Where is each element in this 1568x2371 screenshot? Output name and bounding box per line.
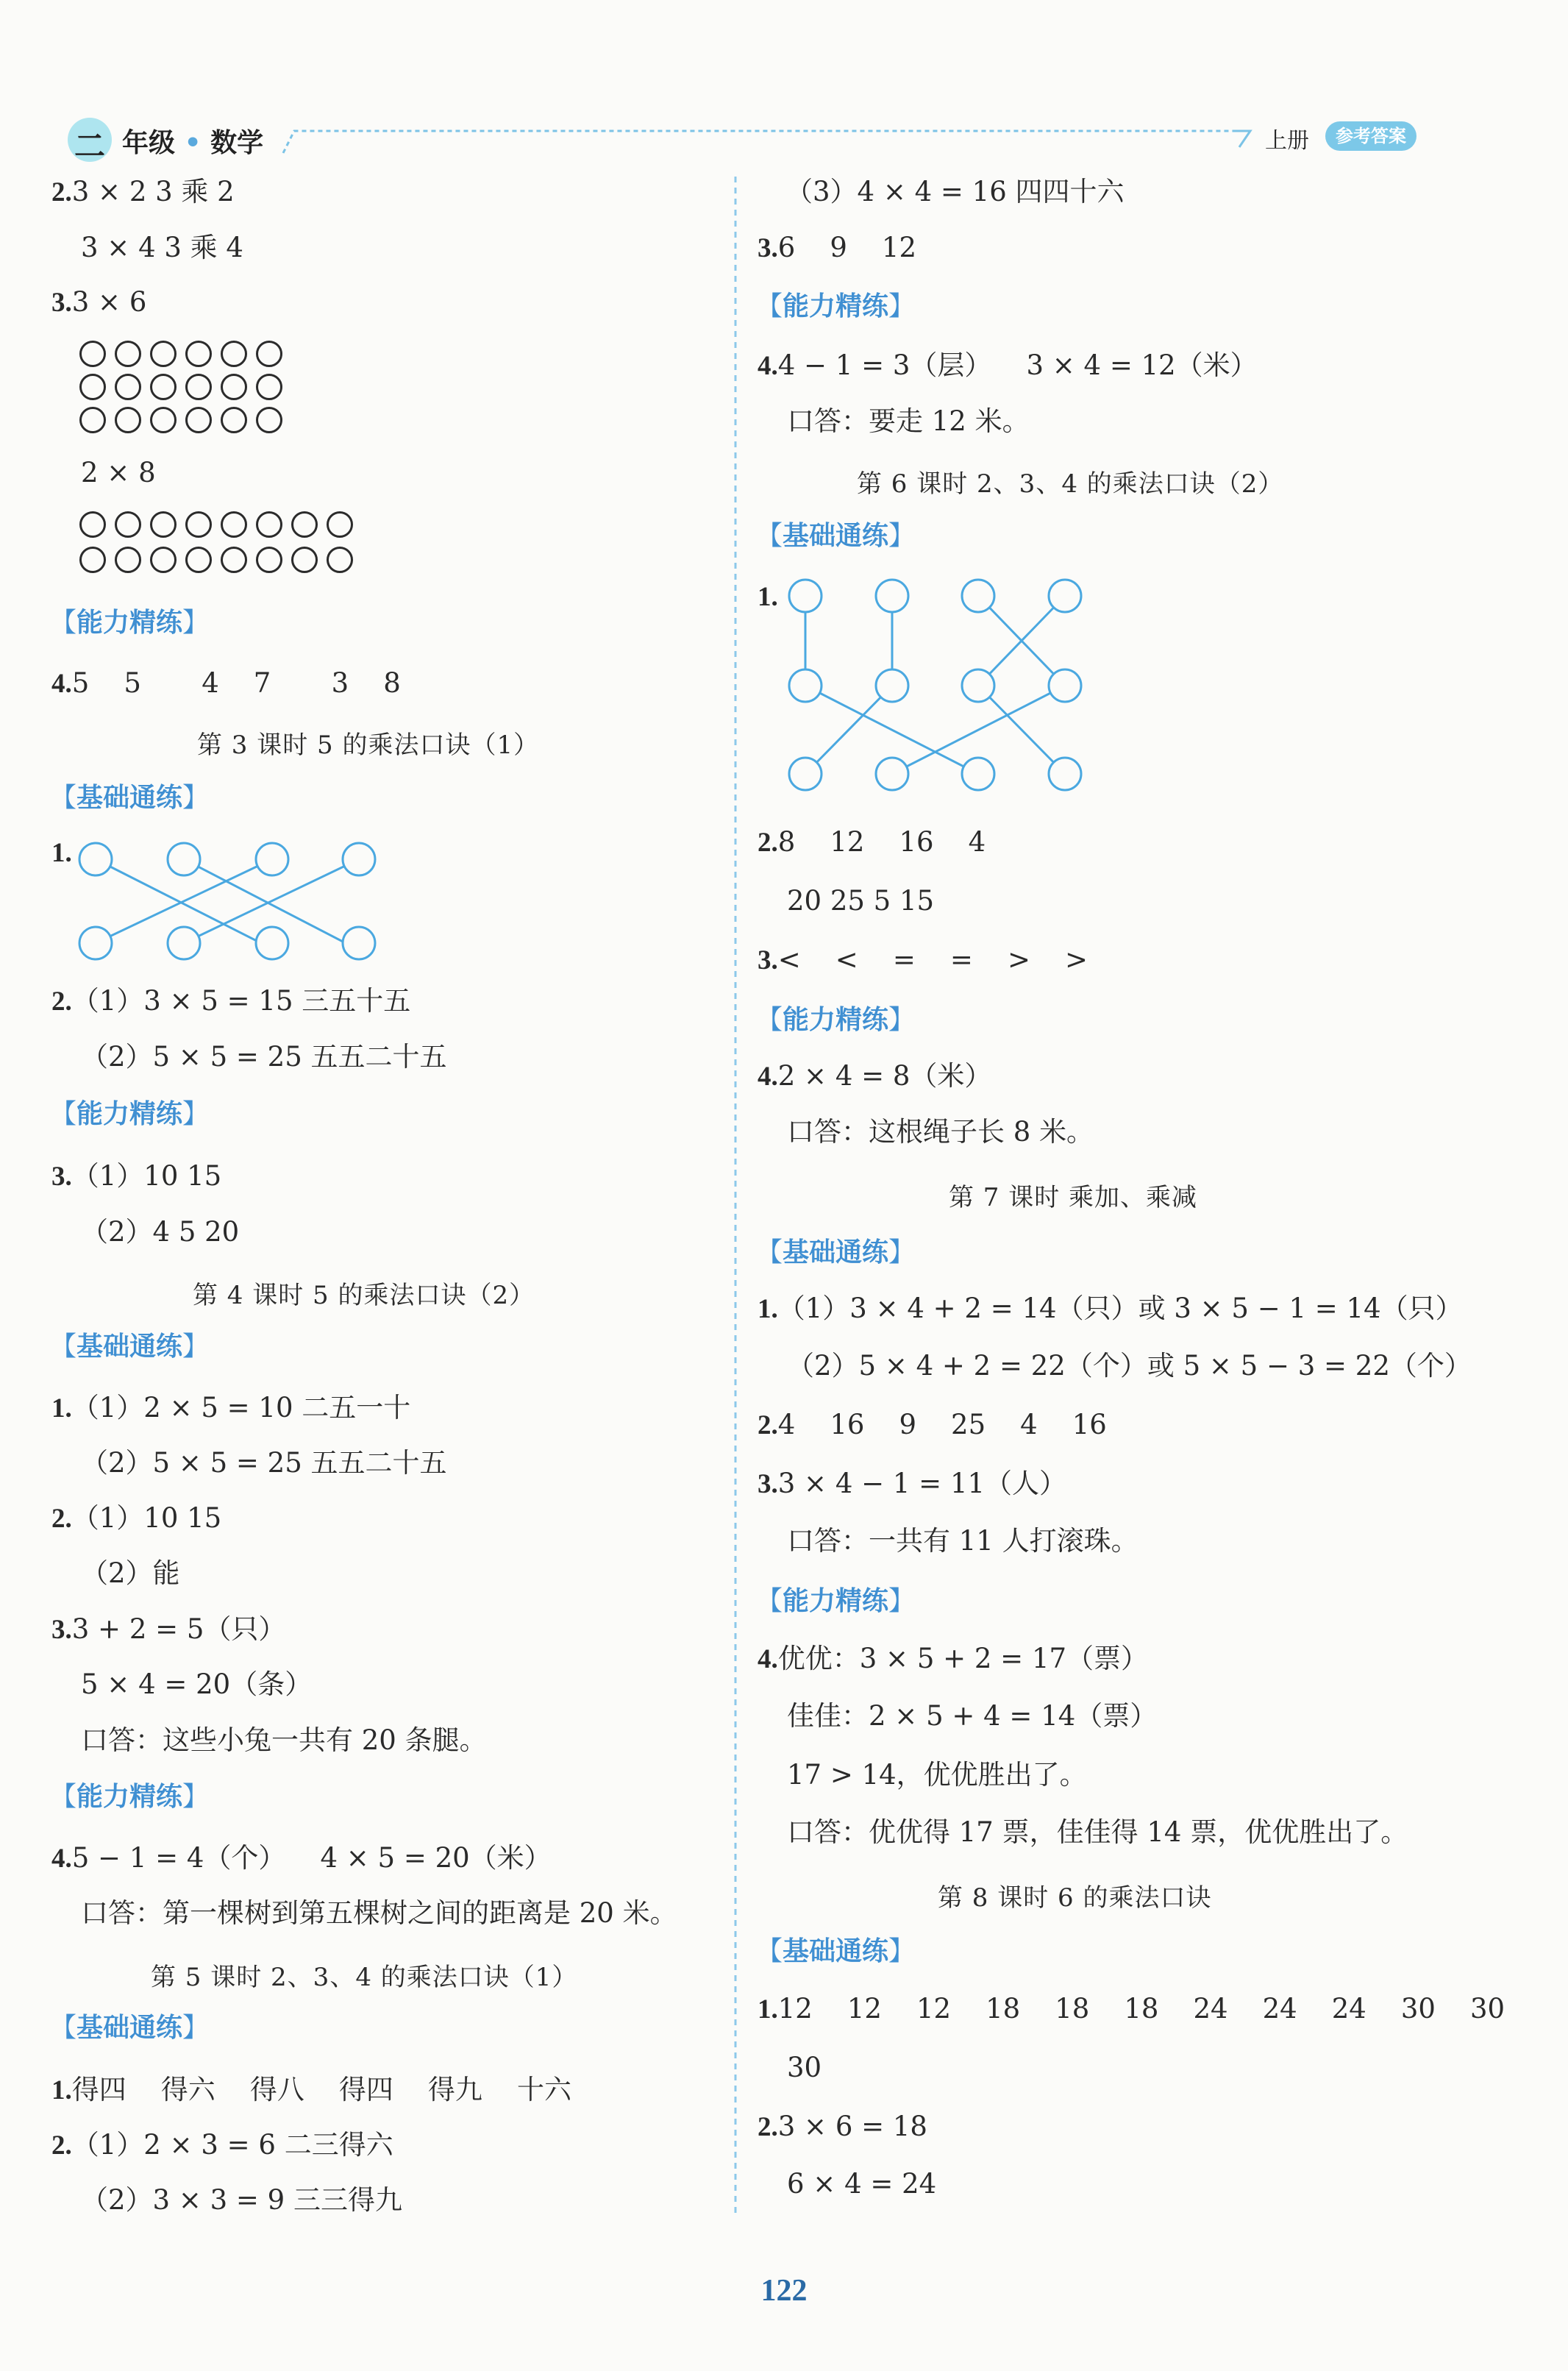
answer-line: 4.优优：3 × 5 + 2 = 17（票） [758,1643,1149,1674]
answer-line: （3）4 × 4 = 16 四四十六 [785,176,1125,207]
answer-line: （2）5 × 4 + 2 = 22（个）或 5 × 5 − 3 = 22（个） [787,1350,1472,1382]
answer-line: 3.（1）10 15 [51,1160,222,1192]
answer-line: 3.6 9 12 [758,232,917,263]
answer-badge: 参考答案 [1325,121,1416,151]
answer-line: 口答：这些小兔一共有 20 条腿。 [81,1724,487,1756]
header-subject-label: 数学 [210,128,264,158]
answer-line: 1.得四 得六 得八 得四 得九 十六 [51,2074,571,2105]
answer-line: 1.（1）3 × 4 + 2 = 14（只）或 3 × 5 − 1 = 14（只） [758,1293,1463,1324]
answer-line: 1.12 12 12 18 18 18 24 24 24 30 30 [758,1993,1505,2025]
answer-line: （2）3 × 3 = 9 三三得九 [81,2184,402,2216]
answer-line: 4.4 − 1 = 3（层） 3 × 4 = 12（米） [758,349,1258,381]
header-dot: • [184,128,202,158]
section-heading-basic: 【基础通练】 [756,521,916,551]
section-heading-basic: 【基础通练】 [50,2013,210,2043]
answer-line: 3.< < = = > > [758,944,1088,975]
lesson-title: 第 6 课时 2、3、4 的乘法口诀（2） [857,469,1284,499]
answer-line: 口答：第一棵树到第五棵树之间的距离是 20 米。 [81,1897,677,1929]
answer-line: 3.3 + 2 = 5（只） [51,1613,286,1645]
answer-line: 20 25 5 15 [787,885,935,917]
answer-line: 6 × 4 = 24 [787,2168,937,2200]
answer-line: 30 [787,2052,822,2083]
answer-line: 口答：要走 12 米。 [787,405,1030,437]
matching-diagram [74,831,397,971]
lesson-title: 第 4 课时 5 的乘法口诀（2） [193,1281,535,1310]
circle-grid-2x8 [79,511,374,577]
section-heading-ability: 【能力精练】 [756,1586,916,1616]
answer-line: 3.3 × 4 − 1 = 11（人） [758,1468,1067,1499]
answer-line: 1.（1）2 × 5 = 10 二五一十 [51,1392,411,1423]
section-heading-basic: 【基础通练】 [50,1332,210,1362]
answer-line: 1. [51,838,72,868]
answer-line: 2.4 16 9 25 4 16 [758,1409,1107,1440]
circle-grid-3x6 [79,341,293,436]
answer-line: 4.2 × 4 = 8（米） [758,1060,992,1092]
section-heading-basic: 【基础通练】 [756,1936,916,1966]
lesson-title: 第 5 课时 2、3、4 的乘法口诀（1） [151,1963,578,1992]
answer-line: 2.3 × 6 = 18 [758,2111,927,2142]
answer-line: 2 × 8 [81,457,156,488]
answer-line: 2.（1）10 15 [51,1502,222,1534]
lesson-title: 第 7 课时 乘加、乘减 [949,1183,1198,1212]
answer-line: 口答：优优得 17 票，佳佳得 14 票，优优胜出了。 [787,1816,1408,1848]
section-heading-basic: 【基础通练】 [50,783,210,813]
matching-diagram-three-row [780,574,1103,795]
lesson-title: 第 3 课时 5 的乘法口诀（1） [197,731,540,760]
answer-line: 17 > 14，优优胜出了。 [787,1759,1087,1791]
column-divider [733,177,738,2214]
grade-char: 二 [74,128,105,164]
answer-line: 2.8 12 16 4 [758,826,986,858]
answer-line: 2.（1）3 × 5 = 15 三五十五 [51,985,411,1017]
lesson-title: 第 8 课时 6 的乘法口诀 [938,1883,1212,1913]
answer-line: 5 × 4 = 20（条） [81,1668,313,1700]
page-number: 122 [760,2274,808,2308]
answer-line: 2.（1）2 × 3 = 6 二三得六 [51,2129,393,2161]
answer-line: （2）能 [81,1557,180,1589]
section-heading-ability: 【能力精练】 [50,1782,210,1812]
answer-line: （2）5 × 5 = 25 五五二十五 [81,1041,447,1073]
answer-line: （2）4 5 20 [81,1216,240,1248]
section-heading-basic: 【基础通练】 [756,1237,916,1268]
section-heading-ability: 【能力精练】 [50,608,210,638]
answer-line: 2.3 × 2 3 乘 2 [51,176,235,207]
section-heading-ability: 【能力精练】 [50,1099,210,1129]
answer-line: 1. [758,582,778,612]
answer-line: 4.5 5 4 7 3 8 [51,667,401,699]
header-grade-label: 年级 [122,128,176,158]
answer-line: 口答：这根绳子长 8 米。 [787,1116,1094,1148]
answer-line: 佳佳：2 × 5 + 4 = 14（票） [787,1700,1158,1732]
volume-label: 上册 [1265,128,1309,154]
header-rule [0,0,1568,191]
answer-line: 口答：一共有 11 人打滚珠。 [787,1525,1138,1557]
answer-line: 3 × 4 3 乘 4 [81,232,243,263]
answer-line: 3.3 × 6 [51,286,147,318]
answer-line: 4.5 − 1 = 4（个） 4 × 5 = 20（米） [51,1842,552,1874]
section-heading-ability: 【能力精练】 [756,1005,916,1035]
answer-line: （2）5 × 5 = 25 五五二十五 [81,1447,447,1479]
section-heading-ability: 【能力精练】 [756,291,916,321]
